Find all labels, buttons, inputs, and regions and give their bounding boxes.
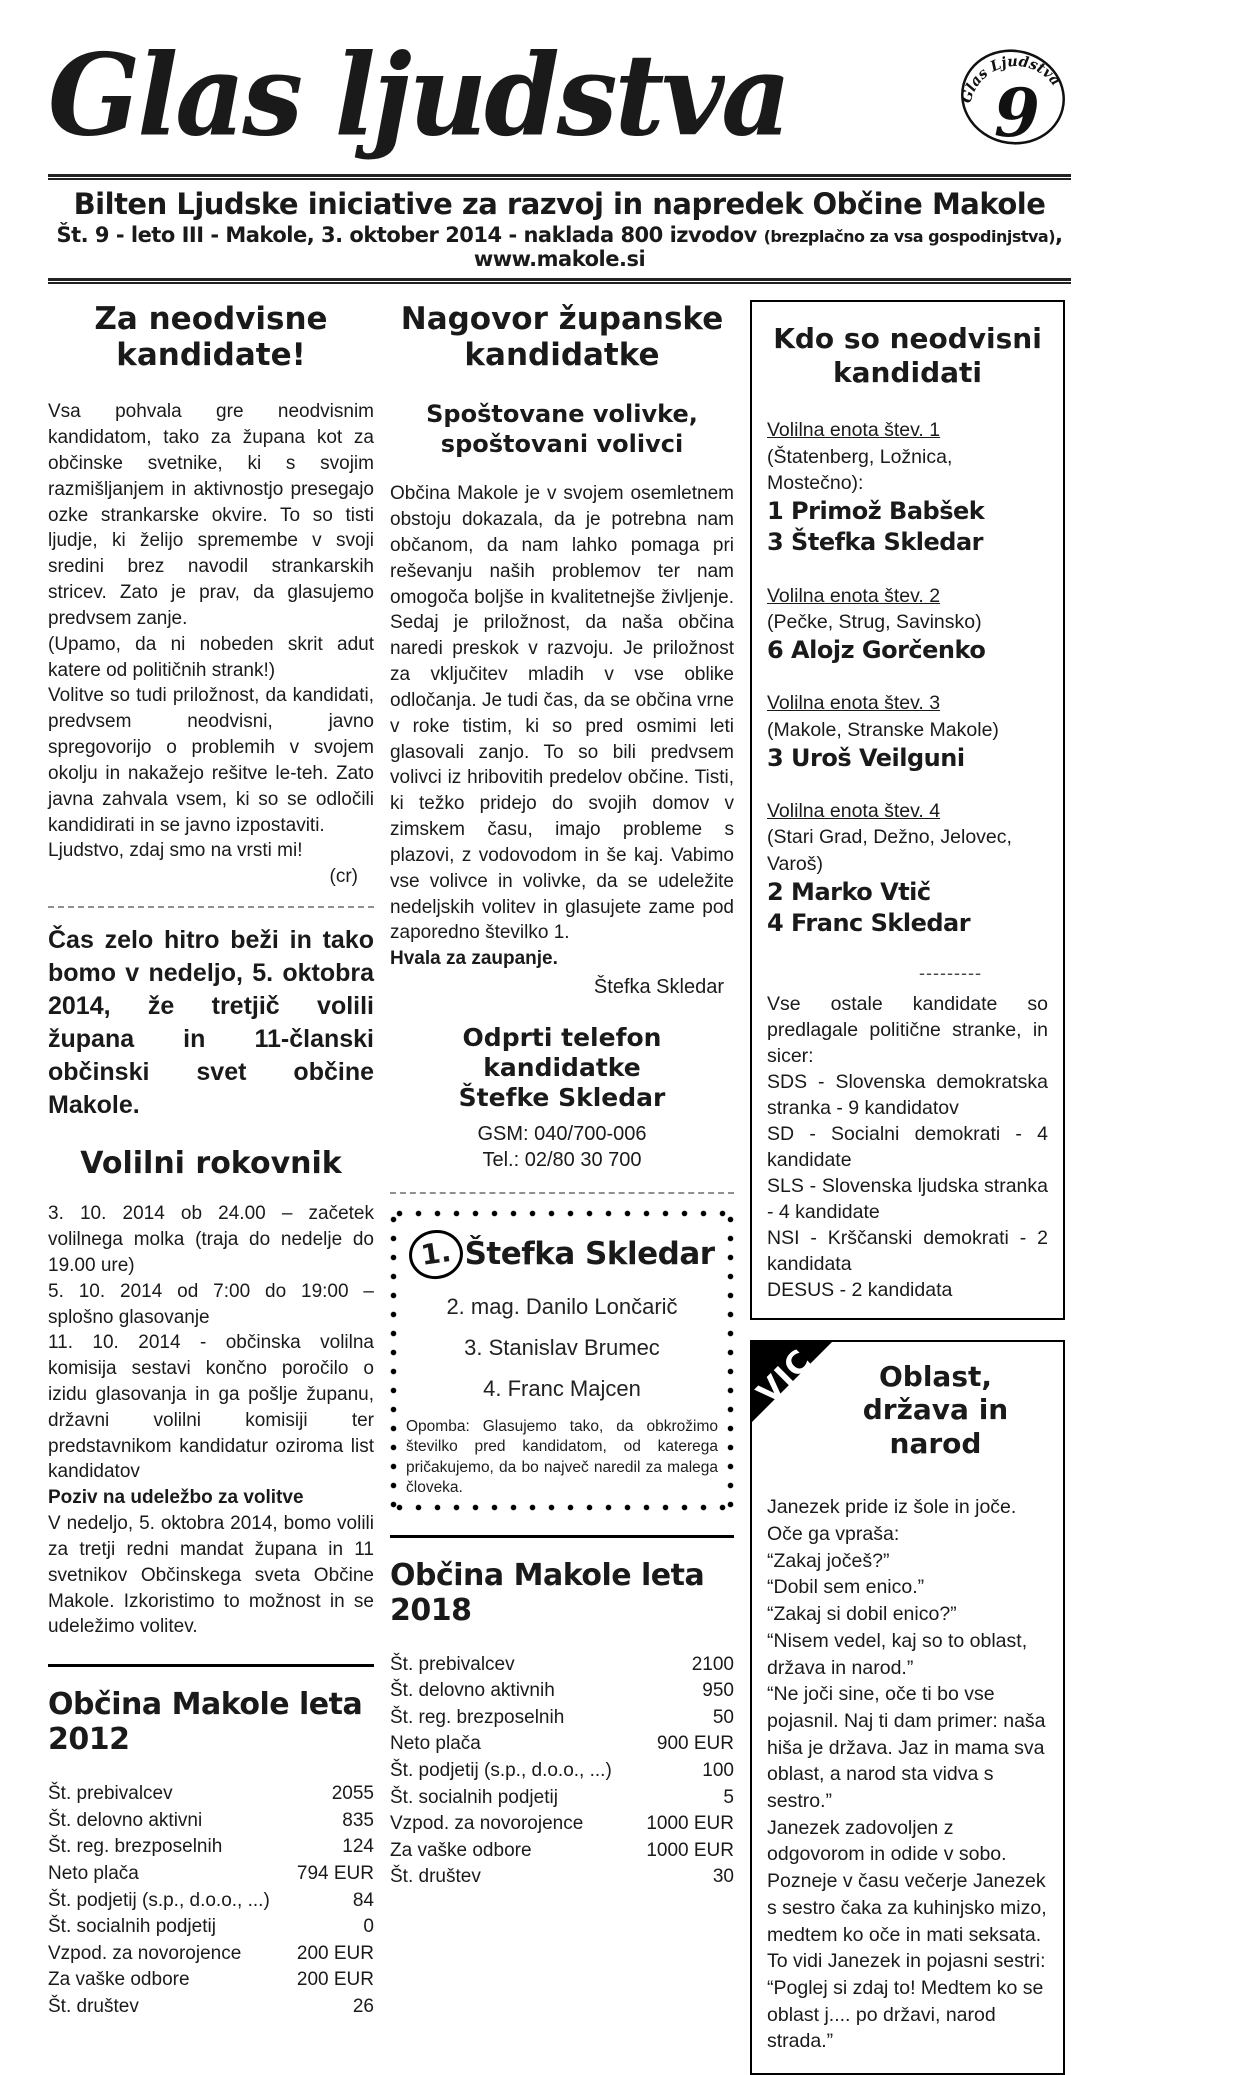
ballot-top-candidate (406, 1230, 718, 1279)
unit-places: (Štatenberg, Ložnica, Mostečno): (767, 444, 1048, 497)
schedule-list (48, 1201, 374, 1640)
masthead-rule-bottom (48, 278, 1071, 284)
row-label: Št. delovno aktivnih (390, 1678, 555, 1705)
row-label: Št. delovno aktivni (48, 1808, 202, 1835)
speech-signature: Štefka Skledar (390, 976, 734, 999)
row-value: 900 EUR (657, 1731, 734, 1758)
row-label: Št. društev (48, 1994, 139, 2021)
election-lead-paragraph: Čas zelo hitro beži in tako bomo v nedeljo, 5. oktobra 2014, že tretjič volili župana in 11-članski občinski svet občine Makole. (48, 924, 374, 1122)
stats-2018-title: Občina Makole leta 2018 (390, 1558, 734, 1628)
voting-unit-2 (767, 583, 1048, 667)
table-row (48, 1888, 374, 1915)
table-row (48, 1834, 374, 1861)
unit-label: Volilna enota štev. 3 (767, 690, 1048, 716)
ballot-candidate: 3. Stanislav Brumec (406, 1335, 718, 1361)
row-value: 0 (363, 1914, 374, 1941)
row-value: 84 (353, 1888, 374, 1915)
joke-line: “Zakaj jočeš?” (767, 1548, 1048, 1575)
voting-unit-4 (767, 798, 1048, 939)
party-item: SDS - Slovenska demokratska stranka - 9 kandidatov (767, 1070, 1048, 1122)
masthead-logo (957, 40, 1069, 152)
table-row (390, 1838, 734, 1865)
issue-main: Št. 9 - leto III - Makole, 3. oktober 2014 - naklada 800 izvodov (56, 223, 763, 247)
independents-box (750, 300, 1065, 1320)
ballot-number-circled: 1. (406, 1226, 466, 1282)
masthead-title: Glas ljudstva (48, 40, 788, 152)
speech-title: Nagovor županske kandidatke (390, 302, 734, 373)
joke-line: “Zakaj si dobil enico?” (767, 1601, 1048, 1628)
table-row (48, 1808, 374, 1835)
table-row (390, 1652, 734, 1679)
table-row (390, 1705, 734, 1732)
voting-unit-3 (767, 690, 1048, 774)
joke-line: Janezek pride iz šole in joče. Oče ga vpraša: (767, 1494, 1048, 1547)
table-row (48, 1781, 374, 1808)
call-to-vote-title: Poziv na udeležbo za volitve (48, 1485, 374, 1511)
table-row (48, 1941, 374, 1968)
joke-line: “Dobil sem enico.” (767, 1574, 1048, 1601)
row-label: Za vaške odbore (390, 1838, 532, 1865)
row-label: Vzpod. za novorojence (48, 1941, 241, 1968)
joke-box (750, 1340, 1065, 2075)
parties-list (767, 992, 1048, 1303)
ballot-candidate: 2. mag. Danilo Lončarič (406, 1294, 718, 1320)
row-label: Št. prebivalcev (48, 1781, 173, 1808)
parties-intro: Vse ostale kandidate so predlagale politične stranke, in sicer: (767, 992, 1048, 1070)
row-label: Št. podjetij (s.p., d.o.o., ...) (48, 1888, 270, 1915)
table-row (390, 1811, 734, 1838)
columns (48, 300, 1071, 2075)
row-label: Št. reg. brezposelnih (48, 1834, 222, 1861)
section-divider (390, 1192, 734, 1194)
author-initials: (cr) (48, 866, 374, 888)
row-value: 1000 EUR (646, 1838, 734, 1865)
table-row (48, 1914, 374, 1941)
stats-2012-title: Občina Makole leta 2012 (48, 1687, 374, 1757)
row-value: 2100 (692, 1652, 734, 1679)
voting-unit-1 (767, 417, 1048, 558)
row-label: Št. podjetij (s.p., d.o.o., ...) (390, 1758, 612, 1785)
joke-line: “Ne joči sine, oče ti bo vse pojasnil. Naj ti dam primer: naša hiša je država. Jaz in mama sva oblast, a narod sta vidva s sestro.” (767, 1681, 1048, 1815)
row-value: 200 EUR (297, 1967, 374, 1994)
schedule-item: 5. 10. 2014 od 7:00 do 19:00 – splošno glasovanje (48, 1279, 374, 1331)
article-paragraph: (Upamo, da ni nobeden skrit adut katere od političnih strank!) (48, 632, 374, 684)
row-label: Neto plača (48, 1861, 139, 1888)
masthead (48, 22, 1071, 170)
row-value: 26 (353, 1994, 374, 2021)
row-value: 1000 EUR (646, 1811, 734, 1838)
unit-places: (Stari Grad, Dežno, Jelovec, Varoš) (767, 824, 1048, 877)
joke-line: “Poglej si zdaj to! Medtem ko se oblast j.... po državi, narod strada.” (767, 1975, 1048, 2055)
unit-label: Volilna enota štev. 4 (767, 798, 1048, 824)
row-label: Neto plača (390, 1731, 481, 1758)
unit-candidate: 2 Marko Vtič (767, 877, 1048, 908)
party-item: SD - Socialni demokrati - 4 kandidate (767, 1122, 1048, 1174)
issue-note: (brezplačno za vsa gospodinjstva) (764, 227, 1055, 246)
row-value: 794 EUR (297, 1861, 374, 1888)
ballot-candidate: 4. Franc Majcen (406, 1376, 718, 1402)
logo-number: 9 (994, 74, 1040, 152)
row-label: Št. društev (390, 1864, 481, 1891)
phone-gsm: GSM: 040/700-006 (390, 1121, 734, 1147)
section-divider (48, 906, 374, 908)
speech-body: Občina Makole je v svojem osemletnem obstoju dokazala, da je potrebna nam občanom, da nam lahko pomaga pri reševanju naših problemov ter nam omogoča boljše in kvalitetnejše življenje. Sedaj je priložnost, da naša občina naredi preskok v razvoju. Je priložnost za vključitev mladih v vse oblike odločanja. Je tudi čas, da se občina vrne v roke tistim, ki so pred osmimi leti glasovali zanjo. To so bili predvsem volivci iz hribovitih predelov občine. Tisti, ki težko pridejo do svojih domov v zimskem času, imajo probleme s plazovi, z vodovodom in še kaj. Vabimo vse volivce in volivke, da se udeležite nedeljskih volitev in glasujete zame pod zaporedno številko 1. (390, 481, 734, 946)
row-value: 124 (342, 1834, 374, 1861)
speech-subtitle: Spoštovane volivke, spoštovani volivci (390, 399, 734, 459)
row-value: 50 (713, 1705, 734, 1732)
dashes-separator: --------- (767, 963, 1048, 984)
table-row (390, 1864, 734, 1891)
ballot-note: Opomba: Glasujemo tako, da obkrožimo številko pred kandidatom, od katerega pričakujemo, da bo največ naredil za malega človeka. (406, 1417, 718, 1499)
unit-candidate: 3 Štefka Skledar (767, 527, 1048, 558)
unit-label: Volilna enota štev. 1 (767, 417, 1048, 443)
schedule-title: Volilni rokovnik (48, 1146, 374, 1181)
independents-title: Kdo so neodvisni kandidati (767, 322, 1048, 389)
column-middle (390, 300, 734, 2075)
row-label: Št. prebivalcev (390, 1652, 515, 1679)
masthead-rule-top (48, 174, 1071, 180)
schedule-item: 11. 10. 2014 - občinska volilna komisija sestavi končno poročilo o izidu glasovanja in ga pošlje županu, državni volilni komisiji ter predstavnikom kandidatur oziroma list kandidatov (48, 1330, 374, 1485)
unit-candidate: 1 Primož Babšek (767, 496, 1048, 527)
row-value: 835 (342, 1808, 374, 1835)
phone-tel: Tel.: 02/80 30 700 (390, 1147, 734, 1173)
unit-places: (Pečke, Strug, Savinsko) (767, 609, 1048, 635)
article-paragraph: Vsa pohvala gre neodvisnim kandidatom, tako za župana kot za občinske svetnike, ki s svojim razmišljanjem in aktivnostjo presegajo ozke strankarske okvire. To so tisti ljudje, ki želijo spremembe v svoji sredini brez navodil strankarskih stricev. Zato je prav, da glasujemo predvsem zanje. (48, 399, 374, 631)
speech-body-block (390, 481, 734, 972)
unit-candidate: 3 Uroš Veilguni (767, 743, 1048, 774)
issue-url: , www.makole.si (474, 223, 1063, 271)
column-left (48, 300, 374, 2075)
vic-label: VIC (750, 1342, 819, 1411)
table-row (48, 1994, 374, 2021)
stats-table-2012 (48, 1664, 374, 2020)
schedule-item: 3. 10. 2014 ob 24.00 – začetek volilnega molka (traja do nedelje do 19.00 ure) (48, 1201, 374, 1278)
article-title-independents: Za neodvisne kandidate! (48, 302, 374, 373)
speech-thanks: Hvala za zaupanje. (390, 946, 734, 972)
row-label: Št. socialnih podjetij (48, 1914, 216, 1941)
row-value: 5 (723, 1785, 734, 1812)
unit-label: Volilna enota štev. 2 (767, 583, 1048, 609)
row-label: Vzpod. za novorojence (390, 1811, 583, 1838)
row-value: 30 (713, 1864, 734, 1891)
party-item: NSI - Krščanski demokrati - 2 kandidata (767, 1226, 1048, 1278)
phone-title-line1: Odprti telefon kandidatke (390, 1023, 734, 1083)
ballot-candidate-name: Štefka Skledar (465, 1236, 715, 1272)
party-item: SLS - Slovenska ljudska stranka - 4 kandidate (767, 1174, 1048, 1226)
row-value: 200 EUR (297, 1941, 374, 1968)
article-paragraph: Ljudstvo, zdaj smo na vrsti mi! (48, 838, 374, 864)
row-label: Za vaške odbore (48, 1967, 190, 1994)
article-body (48, 399, 374, 864)
phone-title (390, 1023, 734, 1113)
unit-candidate: 6 Alojz Gorčenko (767, 635, 1048, 666)
table-row (48, 1861, 374, 1888)
row-label: Št. reg. brezposelnih (390, 1705, 564, 1732)
logo-arc-text: Glas Ljudstva (958, 53, 1065, 105)
joke-line: Janezek zadovoljen z odgovorom in odide v sobo. Pozneje v času večerje Janezek s sestro čaka za kuhinjsko mizo, medtem ko oče in mati seksata. To vidi Janezek in pojasni sestri: (767, 1815, 1048, 1975)
row-value: 2055 (332, 1781, 374, 1808)
call-to-vote-text: V nedeljo, 5. oktobra 2014, bomo volili za tretji redni mandat župana in 11 svetnikov Občinskega sveta Občine Makole. Izkoristimo to možnost in se udeležimo volitev. (48, 1511, 374, 1640)
table-row (390, 1785, 734, 1812)
row-value: 950 (702, 1678, 734, 1705)
article-paragraph: Volitve so tudi priložnost, da kandidati, predvsem neodvisni, javno spregovorijo o problemih v svojem okolju in nakažejo rešitve le-teh. Zato javna zahvala vsem, ki so se odločili kandidirati in se javno izpostaviti. (48, 683, 374, 838)
issue-line (48, 223, 1071, 271)
table-row (390, 1678, 734, 1705)
joke-line: “Nisem vedel, kaj so to oblast, država in narod.” (767, 1628, 1048, 1681)
table-row (48, 1967, 374, 1994)
joke-title: Oblast, država in narod (767, 1360, 1048, 1461)
row-value: 100 (702, 1758, 734, 1785)
stats-table-2018 (390, 1535, 734, 1891)
unit-places: (Makole, Stranske Makole) (767, 717, 1048, 743)
phone-title-line2: Štefke Skledar (390, 1083, 734, 1113)
unit-candidate: 4 Franc Skledar (767, 908, 1048, 939)
ballot-box (390, 1210, 734, 1511)
row-label: Št. socialnih podjetij (390, 1785, 558, 1812)
party-item: DESUS - 2 kandidata (767, 1278, 1048, 1304)
newsletter-subtitle: Bilten Ljudske iniciative za razvoj in napredek Občine Makole (48, 187, 1071, 221)
table-row (390, 1758, 734, 1785)
column-right (750, 300, 1065, 2075)
